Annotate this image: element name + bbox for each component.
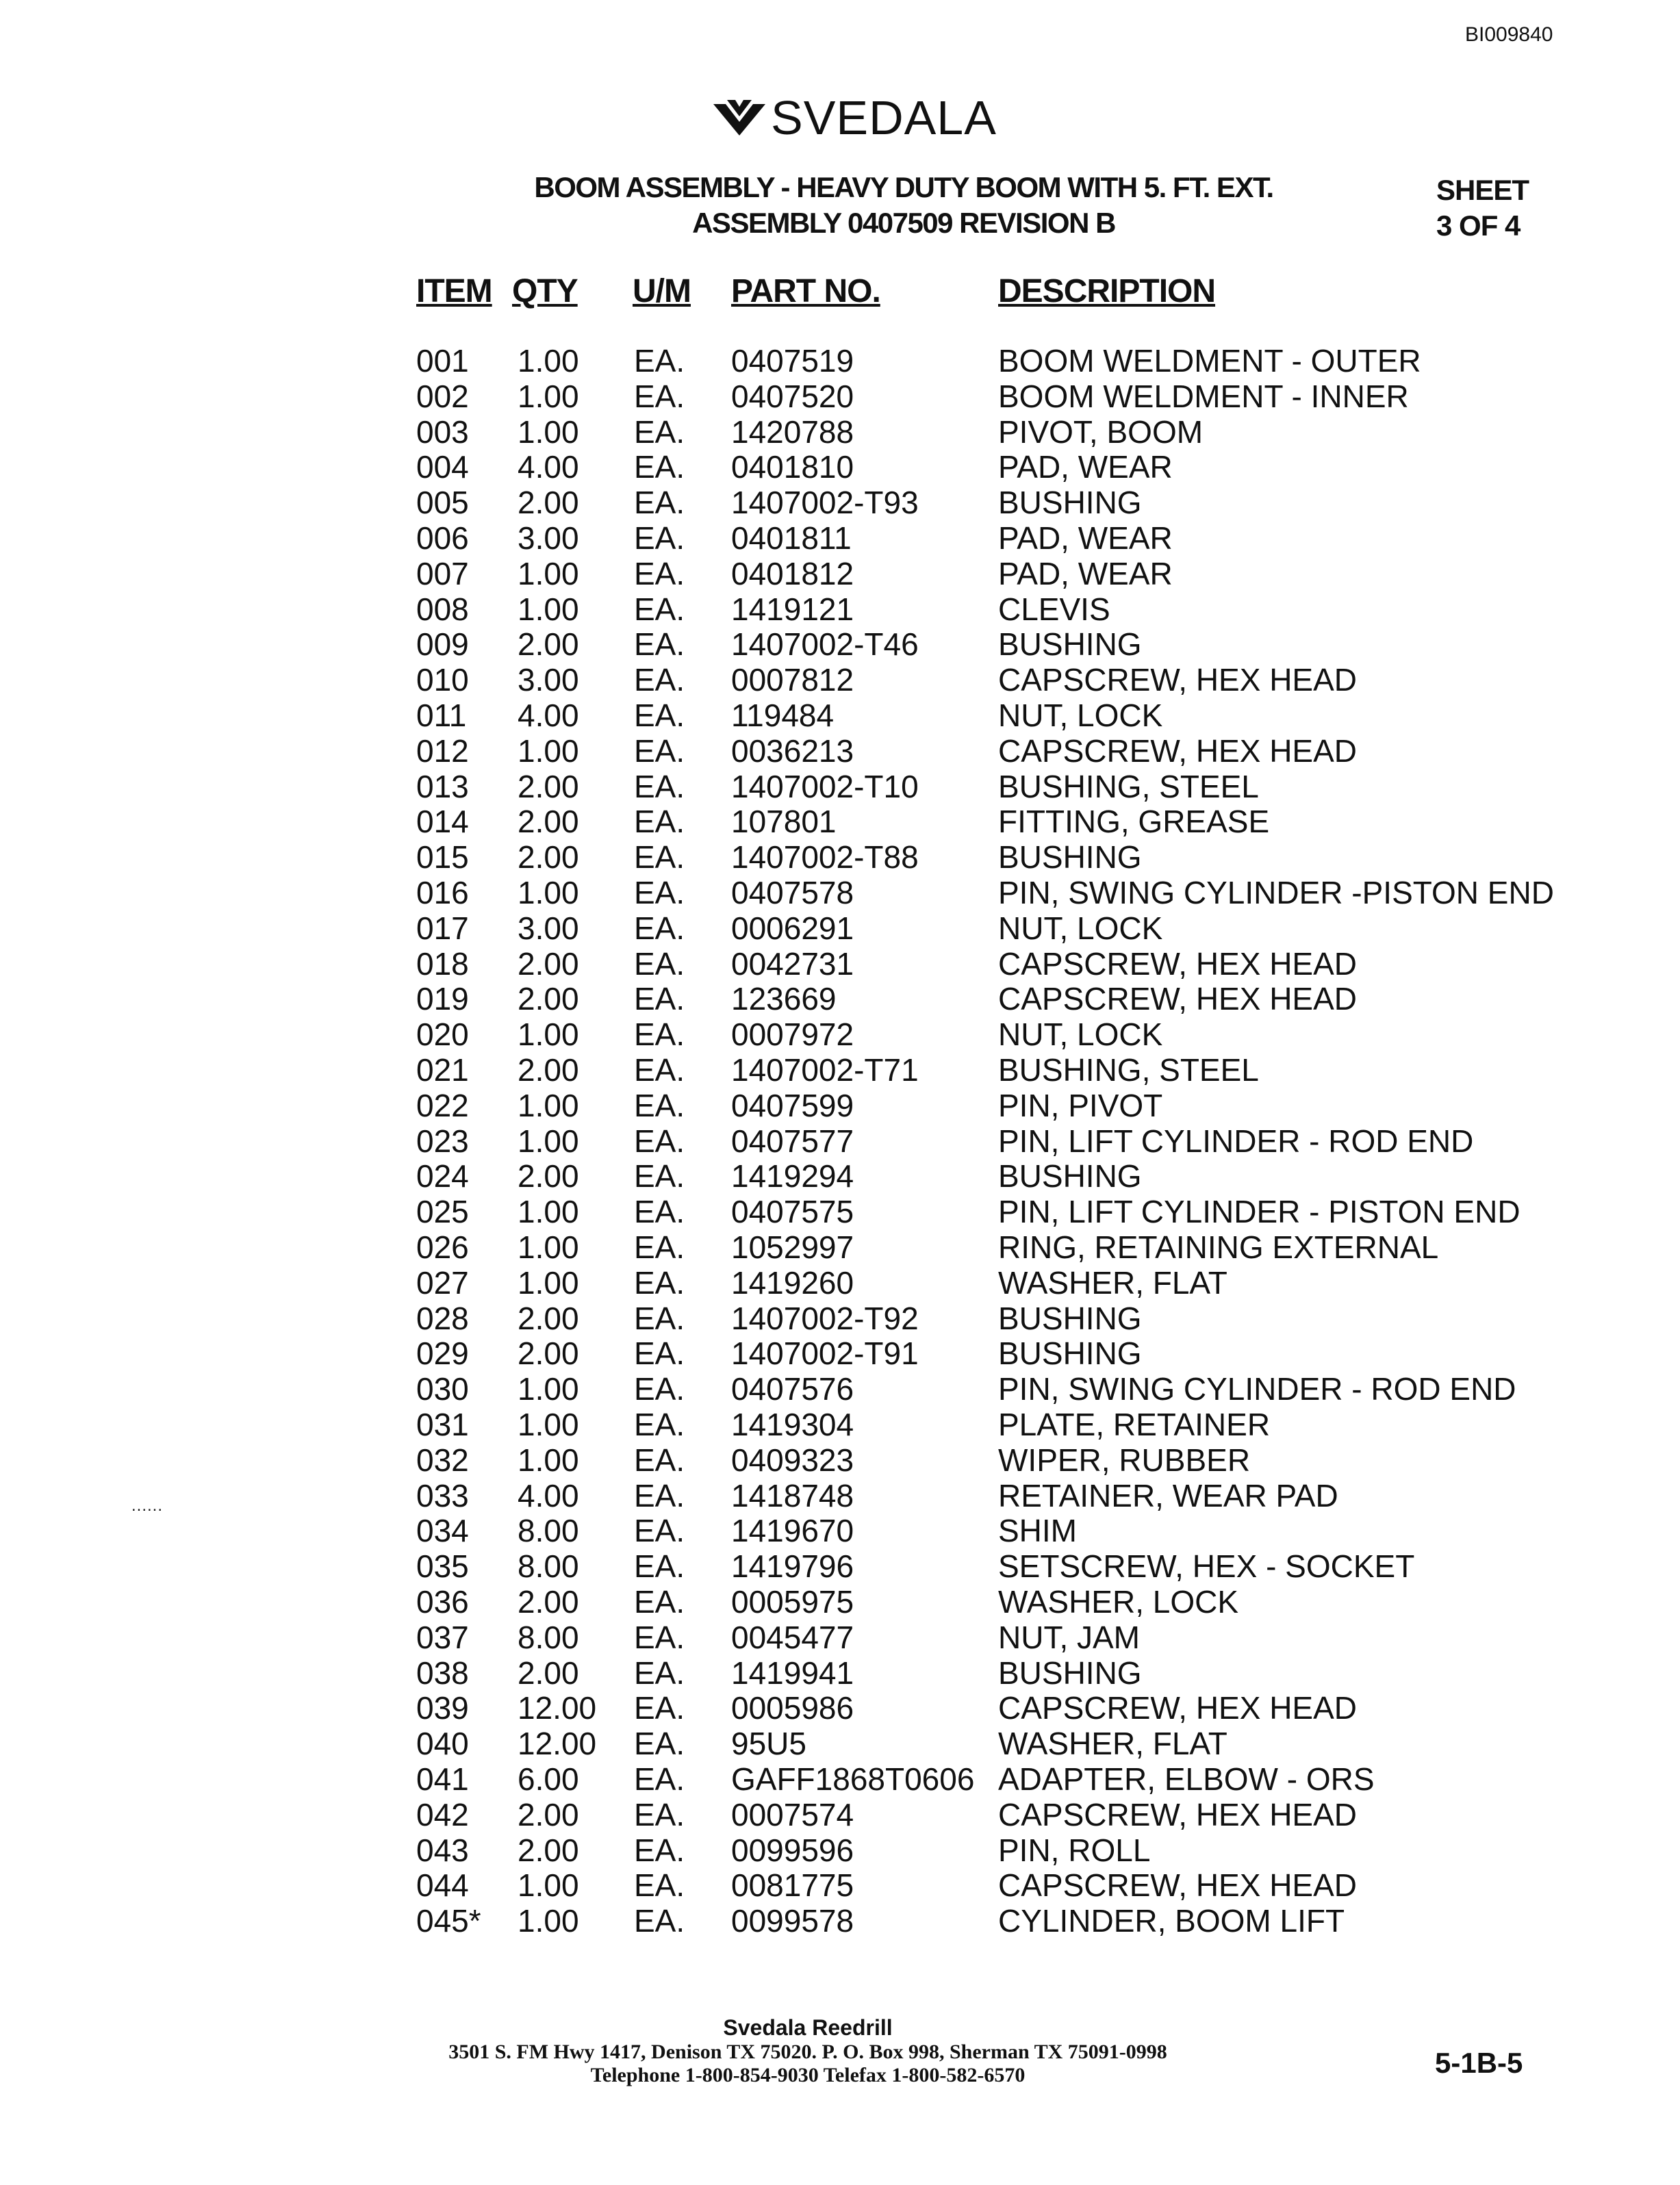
row-item-number: 004 [416,449,469,485]
row-part-number: 1418748 [731,1477,854,1513]
row-description: PLATE, RETAINER [998,1407,1271,1442]
row-unit: EA. [634,1654,685,1691]
row-unit: EA. [634,1513,685,1549]
title-line-2: ASSEMBLY 0407509 REVISION B [692,207,1115,239]
row-part-number: 0407519 [731,343,854,379]
row-unit: EA. [634,875,685,910]
table-row [0,1512,1680,1548]
row-quantity: 1.00 [518,1264,579,1301]
row-quantity: 8.00 [518,1619,579,1655]
table-row [0,910,1680,945]
row-part-number: 0099596 [731,1832,854,1868]
row-unit: EA. [634,698,685,733]
row-quantity: 1.00 [518,1229,579,1265]
row-part-number: 0407578 [731,875,854,910]
row-item-number: 007 [416,555,469,591]
table-row [0,1229,1680,1264]
row-part-number: 0005986 [731,1690,854,1726]
sheet-label: SHEET [1436,174,1529,206]
document-title [411,170,1397,241]
table-row [0,1406,1680,1442]
table-row [0,1689,1680,1725]
row-quantity: 1.00 [518,343,579,379]
table-row [0,1300,1680,1336]
row-item-number: 031 [416,1407,469,1442]
row-unit: EA. [634,1017,685,1053]
row-unit: EA. [634,1371,685,1407]
row-description: BUSHING, STEEL [998,1052,1259,1088]
row-unit: EA. [634,804,685,840]
row-part-number: 1419294 [731,1158,854,1194]
row-quantity: 1.00 [518,1371,579,1407]
row-description: PIN, ROLL [998,1832,1151,1868]
row-description: WASHER, FLAT [998,1264,1227,1301]
row-unit: EA. [634,1158,685,1194]
row-item-number: 040 [416,1726,469,1762]
row-description: WASHER, LOCK [998,1584,1239,1620]
row-quantity: 2.00 [518,1300,579,1336]
row-quantity: 1.00 [518,555,579,591]
row-quantity: 1.00 [518,1442,579,1478]
table-row [0,1867,1680,1902]
table-row [0,945,1680,981]
row-item-number: 005 [416,485,469,521]
table-row [0,1335,1680,1370]
svedala-chevron-logo-icon [712,99,767,137]
table-row [0,768,1680,804]
row-unit: EA. [634,1796,685,1832]
footer-address: 3501 S. FM Hwy 1417, Denison TX 75020. P. O. Box 998, Sherman TX 75091-0998 [448,2041,1167,2063]
row-item-number: 035 [416,1548,469,1585]
row-quantity: 1.00 [518,1123,579,1159]
row-quantity: 2.00 [518,626,579,663]
row-item-number: 017 [416,910,469,946]
row-description: RING, RETAINING EXTERNAL [998,1229,1439,1265]
row-unit: EA. [634,1619,685,1655]
table-row [0,413,1680,449]
row-item-number: 018 [416,945,469,982]
table-row [0,1548,1680,1583]
table-row [0,803,1680,839]
row-item-number: 038 [416,1654,469,1691]
row-item-number: 021 [416,1052,469,1088]
row-unit: EA. [634,1300,685,1336]
row-unit: EA. [634,981,685,1017]
row-description: NUT, LOCK [998,910,1163,946]
row-part-number: 0081775 [731,1867,854,1904]
row-item-number: 041 [416,1761,469,1797]
row-description: PIN, SWING CYLINDER - ROD END [998,1371,1516,1407]
table-row [0,1158,1680,1193]
table-row [0,661,1680,697]
row-item-number: 037 [416,1619,469,1655]
row-part-number: 123669 [731,981,837,1017]
row-part-number: 0005975 [731,1584,854,1620]
row-description: BUSHING [998,1654,1142,1691]
row-unit: EA. [634,1761,685,1797]
row-quantity: 2.00 [518,839,579,876]
row-unit: EA. [634,839,685,876]
row-quantity: 12.00 [518,1690,597,1726]
row-part-number: GAFF1868T0606 [731,1761,975,1797]
row-item-number: 027 [416,1264,469,1301]
row-description: PAD, WEAR [998,520,1173,556]
table-row [0,1654,1680,1690]
row-item-number: 024 [416,1158,469,1194]
row-part-number: 0407577 [731,1123,854,1159]
row-unit: EA. [634,1690,685,1726]
row-description: NUT, JAM [998,1619,1140,1655]
table-row [0,448,1680,484]
row-part-number: 1419260 [731,1264,854,1301]
footer-telephone: Telephone 1-800-854-9030 Telefax 1-800-582-6570 [590,2064,1026,2086]
table-row [0,839,1680,874]
row-item-number: 006 [416,520,469,556]
row-unit: EA. [634,768,685,804]
row-unit: EA. [634,520,685,556]
row-part-number: 0401812 [731,555,854,591]
row-item-number: 028 [416,1300,469,1336]
row-quantity: 8.00 [518,1513,579,1549]
row-description: PAD, WEAR [998,449,1173,485]
row-quantity: 2.00 [518,485,579,521]
row-quantity: 1.00 [518,1407,579,1442]
row-description: WASHER, FLAT [998,1726,1227,1762]
row-description: BOOM WELDMENT - OUTER [998,343,1421,379]
row-item-number: 010 [416,662,469,698]
row-unit: EA. [634,945,685,982]
row-unit: EA. [634,1194,685,1230]
row-description: BUSHING [998,1158,1142,1194]
row-description: BOOM WELDMENT - INNER [998,378,1409,414]
row-item-number: 009 [416,626,469,663]
row-item-number: 003 [416,413,469,450]
row-item-number: 022 [416,1087,469,1123]
row-part-number: 0099578 [731,1903,854,1939]
row-unit: EA. [634,1264,685,1301]
column-header-part-no: PART NO. [731,273,880,309]
row-part-number: 1407002-T10 [731,768,919,804]
row-description: CYLINDER, BOOM LIFT [998,1903,1345,1939]
row-part-number: 1419796 [731,1548,854,1585]
row-part-number: 1407002-T46 [731,626,919,663]
row-item-number: 034 [416,1513,469,1549]
row-description: PAD, WEAR [998,555,1173,591]
column-header-description: DESCRIPTION [998,273,1216,309]
row-unit: EA. [634,1442,685,1478]
row-part-number: 0007972 [731,1017,854,1053]
row-description: WIPER, RUBBER [998,1442,1251,1478]
row-quantity: 1.00 [518,413,579,450]
row-part-number: 0407599 [731,1087,854,1123]
row-description: BUSHING [998,1336,1142,1372]
row-unit: EA. [634,1123,685,1159]
row-description: CAPSCREW, HEX HEAD [998,732,1357,769]
row-quantity: 2.00 [518,1654,579,1691]
page-number: 5-1B-5 [1435,2047,1523,2079]
row-part-number: 1407002-T71 [731,1052,919,1088]
row-unit: EA. [634,1407,685,1442]
row-unit: EA. [634,555,685,591]
table-row [0,1725,1680,1761]
row-quantity: 4.00 [518,698,579,733]
table-row [0,378,1680,413]
row-quantity: 6.00 [518,1761,579,1797]
row-unit: EA. [634,662,685,698]
row-item-number: 025 [416,1194,469,1230]
column-header-item: ITEM [416,273,492,309]
table-row [0,1370,1680,1406]
row-description: CAPSCREW, HEX HEAD [998,1690,1357,1726]
row-quantity: 3.00 [518,662,579,698]
table-row [0,484,1680,520]
row-quantity: 2.00 [518,768,579,804]
row-part-number: 95U5 [731,1726,806,1762]
row-quantity: 1.00 [518,1867,579,1904]
row-quantity: 1.00 [518,732,579,769]
row-part-number: 0006291 [731,910,854,946]
row-part-number: 0042731 [731,945,854,982]
row-item-number: 023 [416,1123,469,1159]
row-part-number: 1052997 [731,1229,854,1265]
row-item-number: 033 [416,1477,469,1513]
row-quantity: 8.00 [518,1548,579,1585]
row-item-number: 039 [416,1690,469,1726]
table-row [0,1442,1680,1477]
row-description: PIN, PIVOT [998,1087,1163,1123]
row-description: PIVOT, BOOM [998,413,1204,450]
table-row [0,1264,1680,1300]
row-part-number: 1407002-T88 [731,839,919,876]
row-part-number: 0401810 [731,449,854,485]
row-item-number: 002 [416,378,469,414]
row-quantity: 3.00 [518,910,579,946]
row-unit: EA. [634,413,685,450]
row-part-number: 0407575 [731,1194,854,1230]
row-item-number: 013 [416,768,469,804]
row-unit: EA. [634,1336,685,1372]
row-item-number: 012 [416,732,469,769]
row-quantity: 1.00 [518,1194,579,1230]
row-description: PIN, LIFT CYLINDER - PISTON END [998,1194,1520,1230]
row-quantity: 2.00 [518,1158,579,1194]
row-part-number: 0007574 [731,1796,854,1832]
row-part-number: 0007812 [731,662,854,698]
table-row [0,591,1680,626]
row-unit: EA. [634,910,685,946]
row-item-number: 015 [416,839,469,876]
row-description: SHIM [998,1513,1077,1549]
row-item-number: 020 [416,1017,469,1053]
table-row [0,1123,1680,1158]
row-item-number: 019 [416,981,469,1017]
row-description: CAPSCREW, HEX HEAD [998,1867,1357,1904]
row-description: FITTING, GREASE [998,804,1270,840]
row-quantity: 2.00 [518,1796,579,1832]
table-row [0,555,1680,591]
row-description: CAPSCREW, HEX HEAD [998,662,1357,698]
row-part-number: 1419121 [731,591,854,627]
row-item-number: 043 [416,1832,469,1868]
row-description: BUSHING [998,839,1142,876]
row-description: PIN, LIFT CYLINDER - ROD END [998,1123,1474,1159]
row-item-number: 008 [416,591,469,627]
row-unit: EA. [634,591,685,627]
row-part-number: 1419941 [731,1654,854,1691]
row-unit: EA. [634,1867,685,1904]
row-part-number: 1420788 [731,413,854,450]
logo-wordmark: SVEDALA [771,91,997,144]
row-part-number: 107801 [731,804,837,840]
row-part-number: 1407002-T92 [731,1300,919,1336]
row-quantity: 1.00 [518,378,579,414]
row-description: CAPSCREW, HEX HEAD [998,1796,1357,1832]
company-logo [712,90,997,145]
row-quantity: 1.00 [518,1087,579,1123]
table-row [0,1832,1680,1867]
row-part-number: 1407002-T93 [731,485,919,521]
row-quantity: 3.00 [518,520,579,556]
row-description: PIN, SWING CYLINDER -PISTON END [998,875,1554,910]
table-row [0,342,1680,378]
row-item-number: 045* [416,1903,481,1939]
table-row [0,1016,1680,1051]
row-item-number: 036 [416,1584,469,1620]
column-header-um: U/M [633,273,691,309]
table-row [0,1477,1680,1513]
row-quantity: 4.00 [518,449,579,485]
row-quantity: 1.00 [518,591,579,627]
row-unit: EA. [634,1903,685,1939]
row-item-number: 026 [416,1229,469,1265]
table-row [0,1761,1680,1796]
row-description: CAPSCREW, HEX HEAD [998,945,1357,982]
row-quantity: 12.00 [518,1726,597,1762]
row-description: BUSHING [998,485,1142,521]
row-quantity: 2.00 [518,1584,579,1620]
table-row [0,1051,1680,1087]
table-row [0,1796,1680,1832]
margin-mark: ...... [131,1496,164,1515]
row-item-number: 014 [416,804,469,840]
row-unit: EA. [634,1832,685,1868]
sheet-indicator [1436,172,1529,244]
row-description: BUSHING [998,1300,1142,1336]
row-item-number: 042 [416,1796,469,1832]
table-row [0,1619,1680,1654]
row-item-number: 001 [416,343,469,379]
row-item-number: 011 [416,698,467,733]
row-part-number: 0407576 [731,1371,854,1407]
footer [383,2015,1232,2087]
row-part-number: 0036213 [731,732,854,769]
row-quantity: 2.00 [518,981,579,1017]
footer-company: Svedala Reedrill [723,2015,893,2040]
table-row [0,980,1680,1016]
row-unit: EA. [634,732,685,769]
row-part-number: 1407002-T91 [731,1336,919,1372]
table-row [0,1087,1680,1123]
row-unit: EA. [634,449,685,485]
row-quantity: 2.00 [518,945,579,982]
sheet-number: 3 OF 4 [1436,209,1520,242]
row-unit: EA. [634,485,685,521]
row-description: NUT, LOCK [998,698,1163,733]
row-quantity: 1.00 [518,1017,579,1053]
table-row [0,1193,1680,1229]
row-part-number: 1419670 [731,1513,854,1549]
row-unit: EA. [634,1087,685,1123]
row-unit: EA. [634,1726,685,1762]
document-id: BI009840 [1465,23,1553,46]
row-quantity: 1.00 [518,875,579,910]
row-item-number: 016 [416,875,469,910]
row-part-number: 1419304 [731,1407,854,1442]
row-unit: EA. [634,378,685,414]
table-row [0,732,1680,768]
title-line-1: BOOM ASSEMBLY - HEAVY DUTY BOOM WITH 5. FT. EXT. [534,171,1273,203]
row-unit: EA. [634,1584,685,1620]
row-quantity: 1.00 [518,1903,579,1939]
table-row [0,697,1680,732]
row-part-number: 119484 [731,698,835,733]
table-row [0,626,1680,661]
row-description: ADAPTER, ELBOW - ORS [998,1761,1375,1797]
row-item-number: 030 [416,1371,469,1407]
row-unit: EA. [634,1052,685,1088]
column-header-qty: QTY [512,273,578,309]
row-item-number: 044 [416,1867,469,1904]
row-quantity: 2.00 [518,1336,579,1372]
row-part-number: 0407520 [731,378,854,414]
row-description: CAPSCREW, HEX HEAD [998,981,1357,1017]
row-part-number: 0045477 [731,1619,854,1655]
row-quantity: 2.00 [518,1832,579,1868]
row-description: BUSHING [998,626,1142,663]
row-unit: EA. [634,626,685,663]
table-row [0,874,1680,910]
table-row [0,1583,1680,1619]
row-description: NUT, LOCK [998,1017,1163,1053]
row-description: CLEVIS [998,591,1110,627]
row-unit: EA. [634,1229,685,1265]
row-quantity: 4.00 [518,1477,579,1513]
row-part-number: 0409323 [731,1442,854,1478]
row-part-number: 0401811 [731,520,852,556]
row-description: SETSCREW, HEX - SOCKET [998,1548,1415,1585]
row-quantity: 2.00 [518,804,579,840]
table-row [0,1902,1680,1938]
row-description: BUSHING, STEEL [998,768,1259,804]
table-row [0,520,1680,555]
row-quantity: 2.00 [518,1052,579,1088]
row-unit: EA. [634,1548,685,1585]
row-item-number: 029 [416,1336,469,1372]
row-item-number: 032 [416,1442,469,1478]
row-unit: EA. [634,343,685,379]
row-description: RETAINER, WEAR PAD [998,1477,1338,1513]
row-unit: EA. [634,1477,685,1513]
